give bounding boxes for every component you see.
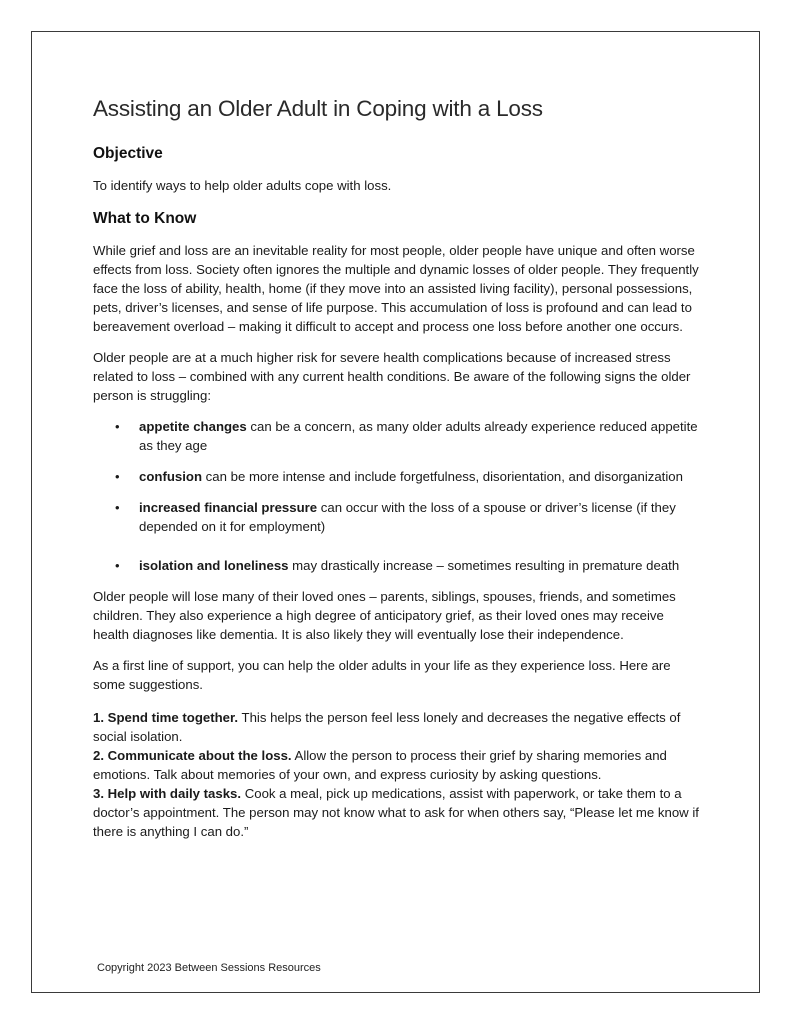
sign-term: confusion [139, 469, 203, 484]
suggestion-title: 2. Communicate about the loss. [93, 748, 292, 763]
sign-description: can occur with the loss of a spouse or driver’s license (if they depended on it for employment) [139, 500, 676, 534]
bullet-icon: • [115, 500, 120, 515]
sign-description: may drastically increase – sometimes resulting in premature death [288, 558, 680, 573]
bullet-icon: • [115, 469, 120, 484]
bullet-icon: • [115, 419, 120, 434]
objective-text: To identify ways to help older adults cope with loss. [93, 178, 392, 193]
sign-term: appetite changes [139, 419, 247, 434]
list-item [93, 417, 703, 455]
copyright-footer: Copyright 2023 Between Sessions Resources [97, 962, 321, 974]
page-title: Assisting an Older Adult in Coping with a Loss [93, 96, 543, 121]
list-item [93, 467, 703, 486]
suggestion-text: Allow the person to process their grief by sharing memories and emotions. Talk about memories of your own, and express curiosity by asking questions. [93, 748, 667, 782]
document-body [93, 94, 703, 841]
bullet-icon: • [115, 558, 120, 573]
list-item [93, 708, 703, 746]
suggestion-title: 1. Spend time together. [93, 710, 239, 725]
suggestions-list [93, 708, 703, 841]
list-item [93, 784, 703, 841]
paragraph-grief-and-loss: While grief and loss are an inevitable reality for most people, older people have unique and often worse effects from loss. Society often ignores the multiple and dynamic losses of older people. They frequently face the loss of ability, health, home (if they move into an assisted living facility), personal possessions, pets, driver’s licenses, and sense of life purpose. This accumulation of loss is profound and can lead to bereavement overload – making it difficult to accept and process one loss before another one occurs. [93, 243, 699, 334]
paragraph-health-risk: Older people are at a much higher risk for severe health complications because of increased stress related to loss – combined with any current health conditions. Be aware of the following signs the older person is struggling: [93, 350, 691, 403]
what-to-know-heading: What to Know [93, 210, 197, 227]
list-item [93, 498, 703, 536]
list-item [93, 556, 703, 575]
sign-term: isolation and loneliness [139, 558, 289, 573]
suggestion-title: 3. Help with daily tasks. [93, 786, 242, 801]
objective-heading: Objective [93, 145, 163, 162]
suggestion-text: Cook a meal, pick up medications, assist with paperwork, or take them to a doctor’s appointment. The person may not know what to ask for when others say, “Please let me know if there is anything I can do.” [93, 786, 699, 839]
sign-term: increased financial pressure [139, 500, 318, 515]
sign-description: can be a concern, as many older adults already experience reduced appetite as they age [139, 419, 698, 453]
paragraph-loved-ones: Older people will lose many of their loved ones – parents, siblings, spouses, friends, and sometimes children. They also experience a high degree of anticipatory grief, as their loved ones may receive health diagnoses like dementia. It is also likely they will eventually lose their independence. [93, 589, 676, 642]
list-item [93, 746, 703, 784]
signs-list [93, 417, 703, 575]
sign-description: can be more intense and include forgetfulness, disorientation, and disorganization [202, 469, 683, 484]
suggestion-text: This helps the person feel less lonely and decreases the negative effects of social isolation. [93, 710, 681, 744]
paragraph-first-line-support: As a first line of support, you can help the older adults in your life as they experience loss. Here are some suggestions. [93, 658, 671, 692]
